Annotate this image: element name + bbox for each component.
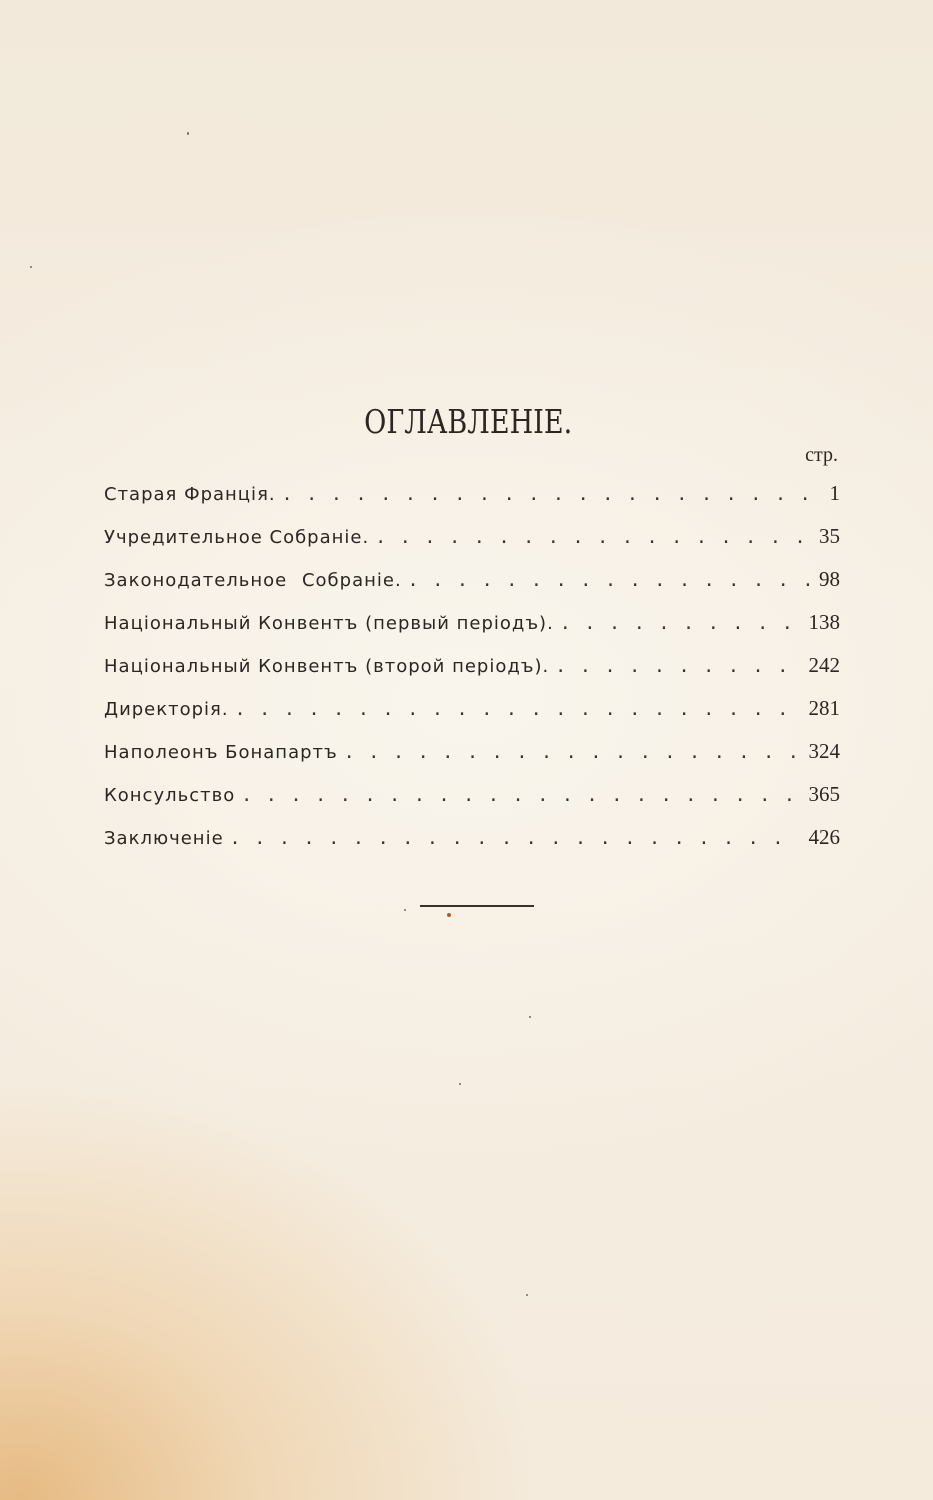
toc-entry-title: Старая Францiя. [104, 484, 276, 505]
dot-leader [235, 695, 801, 725]
dot-leader [560, 609, 801, 639]
dot-leader [241, 781, 800, 811]
toc-entry [104, 736, 840, 779]
toc-entry [104, 607, 840, 650]
toc-entry [104, 822, 840, 865]
closing-rule [420, 905, 534, 907]
dot-leader [555, 652, 800, 682]
toc-entry-page: 35 [819, 524, 840, 548]
paper-speck [529, 1016, 531, 1018]
toc-entry-title: Законодательное Собранiе. [104, 570, 402, 591]
dot-leader [282, 480, 822, 510]
paper-speck [447, 913, 451, 917]
paper-speck [187, 132, 189, 135]
toc-entry-title: Заключенiе [104, 828, 224, 849]
page-title: ОГЛАВЛЕНIЕ. [364, 402, 573, 441]
toc-entry [104, 650, 840, 693]
toc-entry-title: Наполеонъ Бонапартъ [104, 742, 338, 763]
dot-leader [344, 738, 801, 768]
toc-entry [104, 564, 840, 607]
dot-leader [230, 824, 801, 854]
toc-entry [104, 693, 840, 736]
toc-entry-title: Нацiональный Конвентъ (второй перiодъ). [104, 656, 550, 677]
dot-leader [408, 566, 811, 596]
toc-entry [104, 478, 840, 521]
paper-speck [404, 909, 406, 911]
toc-entry-page: 324 [808, 739, 840, 763]
toc-entry-page: 138 [808, 610, 840, 634]
table-of-contents [104, 478, 840, 865]
paper-speck [30, 266, 32, 268]
dot-leader [375, 523, 811, 553]
paper-speck [526, 1294, 528, 1296]
page-column-label: стр. [805, 444, 838, 466]
toc-entry-page: 281 [808, 696, 840, 720]
toc-entry [104, 521, 840, 564]
toc-entry-title: Директорiя. [104, 699, 229, 720]
toc-entry-page: 1 [829, 481, 840, 505]
toc-entry-title: Консульство [104, 785, 236, 806]
toc-entry-page: 242 [808, 653, 840, 677]
toc-entry-title: Нацiональный Конвентъ (первый перiодъ). [104, 613, 554, 634]
toc-entry-page: 426 [808, 825, 840, 849]
toc-entry [104, 779, 840, 822]
paper-speck [459, 1083, 461, 1085]
toc-entry-title: Учредительное Собранiе. [104, 527, 370, 548]
toc-entry-page: 365 [808, 782, 840, 806]
toc-entry-page: 98 [819, 567, 840, 591]
